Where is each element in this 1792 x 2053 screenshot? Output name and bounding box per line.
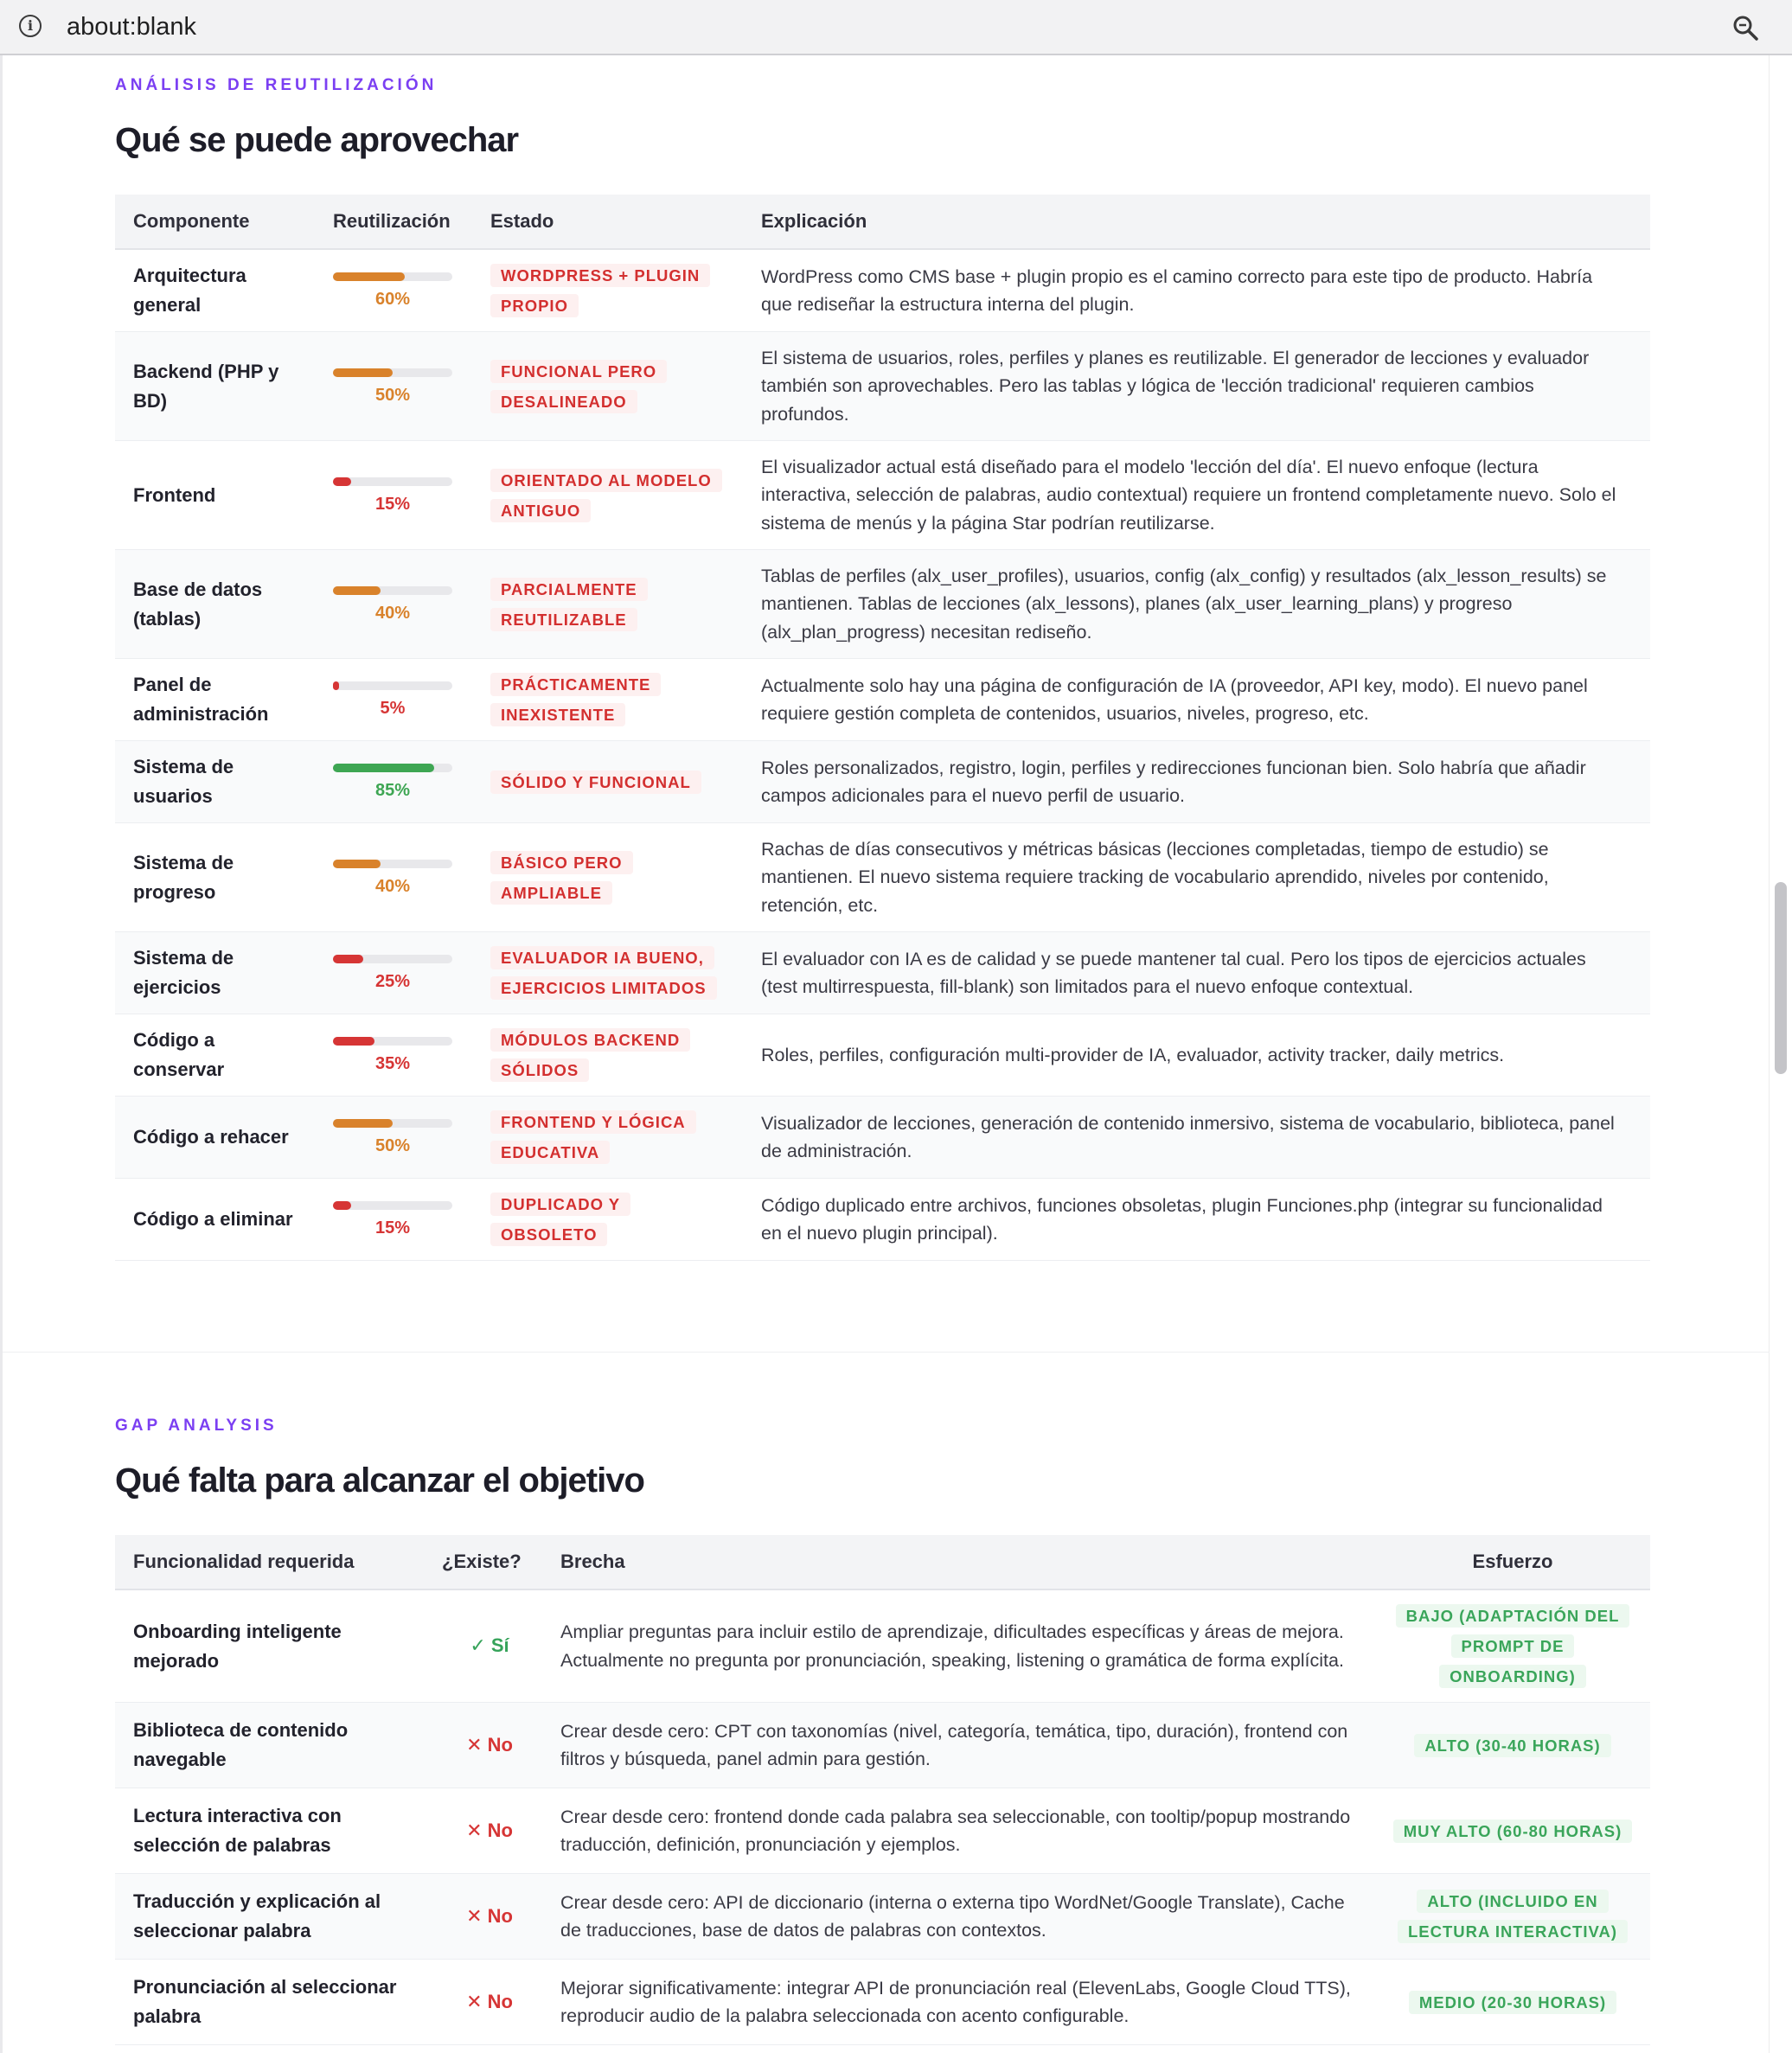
progress-track [333,955,452,963]
gap-row [115,1874,1650,1960]
status-badge: PRÁCTICAMENTE INEXISTENTE [490,673,661,726]
status-badge: SÓLIDO Y FUNCIONAL [490,771,701,794]
effort-badge: ALTO (30-40 HORAS) [1414,1734,1610,1757]
reuse-percent: 40% [374,603,411,623]
reuse-bar-cell [315,932,472,1014]
explanation-text: Roles personalizados, registro, login, perfiles y redirecciones funcionan bien. Solo habría que añadir campos adicionales para el nuevo perfil de usuario. [743,741,1650,823]
reuse-percent: 15% [374,494,411,514]
reuse-bar-cell [315,1179,472,1261]
feature-name: Onboarding inteligente mejorado [115,1589,437,1703]
progress-track [333,681,452,690]
status-cell [472,550,743,659]
explanation-text: Rachas de días consecutivos y métricas básicas (lecciones completadas, tiempo de estudio) se mantienen. El nuevo sistema requiere tracking de vocabulario aprendido, niveles por contenido, retención, etc. [743,823,1650,932]
status-badge: MÓDULOS BACKEND SÓLIDOS [490,1028,690,1082]
progress-track [333,764,452,772]
component-name: Sistema de ejercicios [115,932,315,1014]
status-cell [472,741,743,823]
status-cell [472,1179,743,1261]
url-text[interactable]: about:blank [67,13,196,41]
reuse-percent: 25% [374,972,411,991]
reuse-progress [333,368,452,405]
status-cell [472,441,743,550]
progress-track [333,1119,452,1128]
window-edge [0,55,3,2053]
component-name: Backend (PHP y BD) [115,332,315,441]
gap-text: Crear desde cero: CPT con taxonomías (nivel, categoría, temática, tipo, duración), frontend con filtros y búsqueda, panel admin para gestión. [542,1703,1375,1788]
col-header-existe: ¿Existe? [437,1535,542,1589]
progress-track [333,860,452,868]
progress-fill [333,477,351,486]
col-header-explicacion: Explicación [743,195,1650,249]
exists-no: ✕ No [437,1960,542,2045]
effort-cell [1375,1589,1650,1703]
progress-track [333,477,452,486]
reuse-bar-cell [315,249,472,332]
reuse-bar-cell [315,659,472,741]
progress-fill [333,955,363,963]
status-badge: BÁSICO PERO AMPLIABLE [490,851,633,905]
exists-no: ✕ No [437,1703,542,1788]
section-divider [3,1352,1770,1353]
zoom-icon[interactable] [1731,14,1759,42]
reuse-bar-cell [315,741,472,823]
reuse-progress [333,1119,452,1155]
info-icon[interactable]: i [19,15,42,37]
status-badge: FRONTEND Y LÓGICA EDUCATIVA [490,1110,696,1164]
status-cell [472,823,743,932]
progress-track [333,1037,452,1046]
status-cell [472,1097,743,1179]
status-badge: ORIENTADO AL MODELO ANTIGUO [490,469,722,522]
reuse-row [115,441,1650,550]
reuse-row [115,249,1650,332]
reuse-percent: 50% [374,385,411,405]
gap-table-header [115,1535,1650,1589]
explanation-text: El sistema de usuarios, roles, perfiles y planes es reutilizable. El generador de lecciones y evaluador también son aprovechables. Pero las tablas y lógica de 'lección tradicional' requieren cambios profundos. [743,332,1650,441]
status-cell [472,1014,743,1097]
explanation-text: Tablas de perfiles (alx_user_profiles), usuarios, config (alx_config) y resultados (alx_lesson_results) se mantienen. Tablas de lecciones (alx_lessons), planes (alx_user_learning_plans) y progreso (alx_plan_progress) necesitan rediseño. [743,550,1650,659]
reuse-bar-cell [315,1014,472,1097]
reuse-progress [333,860,452,896]
reuse-row [115,1014,1650,1097]
reuse-percent: 60% [374,290,411,309]
component-name: Código a conservar [115,1014,315,1097]
gap-text: Crear desde cero: frontend donde cada palabra sea seleccionable, con tooltip/popup mostrando traducción, definición, pronunciación y ejemplos. [542,1788,1375,1874]
reuse-bar-cell [315,550,472,659]
explanation-text: WordPress como CMS base + plugin propio es el camino correcto para este tipo de producto. Habría que rediseñar la estructura interna del plugin. [743,249,1650,332]
gap-section [115,1417,1650,2045]
gap-row [115,1788,1650,1874]
status-cell [472,659,743,741]
col-header-estado: Estado [472,195,743,249]
exists-yes: ✓ Sí [437,1589,542,1703]
explanation-text: Actualmente solo hay una página de configuración de IA (proveedor, API key, modo). El nuevo panel requiere gestión completa de contenidos, usuarios, niveles, progreso, etc. [743,659,1650,741]
reuse-section [115,76,1650,1261]
reuse-progress [333,1037,452,1073]
component-name: Arquitectura general [115,249,315,332]
reuse-eyebrow: ANÁLISIS DE REUTILIZACIÓN [115,76,438,94]
progress-fill [333,368,393,377]
reuse-row [115,932,1650,1014]
gap-text: Crear desde cero: API de diccionario (interna o externa tipo WordNet/Google Translate), Cache de traducciones, base de datos de palabras con contextos. [542,1874,1375,1960]
gap-row [115,1589,1650,1703]
reuse-title: Qué se puede aprovechar [115,121,519,159]
status-badge: EVALUADOR IA BUENO, EJERCICIOS LIMITADOS [490,946,717,1000]
reuse-row [115,1179,1650,1261]
progress-fill [333,681,339,690]
gap-eyebrow: GAP ANALYSIS [115,1417,278,1435]
reuse-bar-cell [315,823,472,932]
effort-badge: MUY ALTO (60-80 HORAS) [1393,1820,1633,1843]
exists-no: ✕ No [437,1874,542,1960]
feature-name: Biblioteca de contenido navegable [115,1703,437,1788]
reuse-progress [333,681,452,718]
status-badge: DUPLICADO Y OBSOLETO [490,1193,630,1246]
reuse-row [115,823,1650,932]
reuse-percent: 85% [374,781,411,800]
reuse-percent: 35% [374,1054,411,1073]
feature-name: Traducción y explicación al seleccionar palabra [115,1874,437,1960]
gap-text: Ampliar preguntas para incluir estilo de aprendizaje, dificultades específicas y áreas de mejora. Actualmente no pregunta por pronunciación, speaking, listening o gramática de forma explícita. [542,1589,1375,1703]
reuse-row [115,659,1650,741]
status-cell [472,249,743,332]
col-header-funcionalidad: Funcionalidad requerida [115,1535,437,1589]
progress-fill [333,586,381,595]
progress-track [333,272,452,281]
component-name: Sistema de usuarios [115,741,315,823]
component-name: Código a rehacer [115,1097,315,1179]
reuse-table-header [115,195,1650,249]
browser-address-bar [0,0,1792,55]
status-badge: WORDPRESS + PLUGIN PROPIO [490,264,710,317]
reuse-percent: 40% [374,876,411,896]
feature-name: Pronunciación al seleccionar palabra [115,1960,437,2045]
status-badge: PARCIALMENTE REUTILIZABLE [490,578,648,631]
progress-fill [333,272,405,281]
effort-cell [1375,1703,1650,1788]
effort-cell [1375,1960,1650,2045]
feature-name: Lectura interactiva con selección de palabras [115,1788,437,1874]
component-name: Código a eliminar [115,1179,315,1261]
reuse-row [115,1097,1650,1179]
effort-badge: MEDIO (20-30 HORAS) [1409,1991,1616,2014]
progress-fill [333,1119,393,1128]
component-name: Base de datos (tablas) [115,550,315,659]
reuse-progress [333,477,452,514]
effort-badge: ALTO (INCLUIDO EN LECTURA INTERACTIVA) [1398,1890,1628,1943]
gap-row [115,1960,1650,2045]
status-cell [472,932,743,1014]
explanation-text: Código duplicado entre archivos, funciones obsoletas, plugin Funciones.php (integrar su funcionalidad en el nuevo plugin principal). [743,1179,1650,1261]
scrollbar-thumb[interactable] [1775,882,1787,1074]
gap-title: Qué falta para alcanzar el objetivo [115,1461,644,1500]
gap-text: Mejorar significativamente: integrar API de pronunciación real (ElevenLabs, Google Cloud TTS), reproducir audio de la palabra seleccionada con acento configurable. [542,1960,1375,2045]
explanation-text: El visualizador actual está diseñado para el modelo 'lección del día'. El nuevo enfoque (lectura interactiva, selección de palabras, audio contextual) requiere un frontend completamente nuevo. Solo el sistema de menús y la página Star podrían reutilizarse. [743,441,1650,550]
effort-badge: BAJO (ADAPTACIÓN DEL PROMPT DE ONBOARDING) [1396,1604,1630,1688]
reuse-row [115,332,1650,441]
col-header-reutilizacion: Reutilización [315,195,472,249]
progress-fill [333,1037,374,1046]
reuse-row [115,550,1650,659]
reuse-row [115,741,1650,823]
progress-fill [333,860,381,868]
gap-table [115,1535,1650,2045]
reuse-bar-cell [315,441,472,550]
col-header-componente: Componente [115,195,315,249]
reuse-table-body [115,249,1650,1261]
reuse-progress [333,272,452,309]
reuse-progress [333,586,452,623]
explanation-text: Roles, perfiles, configuración multi-provider de IA, evaluador, activity tracker, daily metrics. [743,1014,1650,1097]
component-name: Sistema de progreso [115,823,315,932]
effort-cell [1375,1874,1650,1960]
component-name: Frontend [115,441,315,550]
progress-track [333,586,452,595]
effort-cell [1375,1788,1650,1874]
explanation-text: Visualizador de lecciones, generación de contenido inmersivo, sistema de vocabulario, biblioteca, panel de administración. [743,1097,1650,1179]
progress-track [333,368,452,377]
reuse-bar-cell [315,332,472,441]
status-badge: FUNCIONAL PERO DESALINEADO [490,360,667,413]
reuse-percent: 15% [374,1218,411,1238]
reuse-bar-cell [315,1097,472,1179]
reuse-progress [333,764,452,800]
col-header-esfuerzo: Esfuerzo [1375,1535,1650,1589]
reuse-percent: 50% [374,1136,411,1155]
progress-fill [333,1201,351,1210]
col-header-brecha: Brecha [542,1535,1375,1589]
progress-fill [333,764,434,772]
progress-track [333,1201,452,1210]
gap-table-body [115,1589,1650,2045]
status-cell [472,332,743,441]
component-name: Panel de administración [115,659,315,741]
reuse-percent: 5% [380,699,406,718]
reuse-table [115,195,1650,1261]
explanation-text: El evaluador con IA es de calidad y se puede mantener tal cual. Pero los tipos de ejercicios actuales (test multirrespuesta, fill-blank) son limitados para el nuevo enfoque contextual. [743,932,1650,1014]
gap-row [115,1703,1650,1788]
reuse-progress [333,955,452,991]
reuse-progress [333,1201,452,1238]
exists-no: ✕ No [437,1788,542,1874]
